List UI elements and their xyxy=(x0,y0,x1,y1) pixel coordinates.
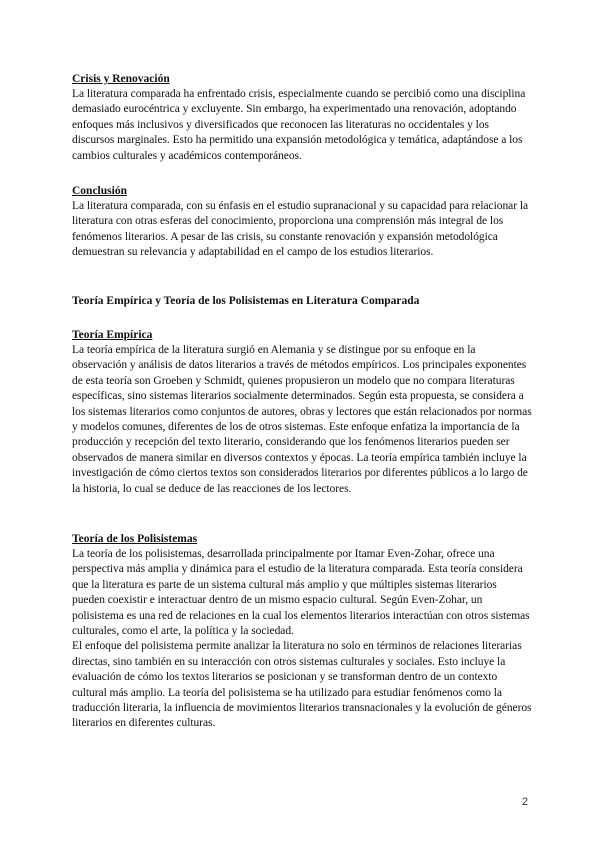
section-paragraph: La teoría de los polisistemas, desarrollada principalmente por Itamar Even-Zohar, ofrece una perspectiva más amplia y dinámica para el estudio de la literatura comparada. Esta teoría considera que la literatura es parte de un sistema cultural más amplio y que múltiples sistemas literarios pueden coexistir e interactuar dentro de un mismo espacio cultural. Según Even-Zohar, un polisistema es una red de relaciones en la cual los elementos literarios interactúan con otros sistemas culturales, como el arte, la política y la sociedad. xyxy=(72,548,530,638)
section-teoria-polisistemas xyxy=(72,532,532,732)
main-title: Teoría Empírica y Teoría de los Polisistemas en Literatura Comparada xyxy=(72,295,420,307)
section-heading: Crisis y Renovación xyxy=(72,73,170,85)
section-paragraph: La teoría empírica de la literatura surgió en Alemania y se distingue por su enfoque en la observación y análisis de datos literarios a través de métodos empíricos. Los principales exponentes de esta teoría son Groeben y Schmidt, quienes propusieron un modelo que no compara literaturas específicas, sino sistemas literarios socialmente determinados. Según esta propuesta, se considera a los sistemas literarios como conjuntos de autores, obras y lectores que están relacionados por normas y modelos comunes, diferentes de los de otros sistemas. Este enfoque enfatiza la importancia de la producción y recepción del texto literario, considerando que los fenómenos literarios pueden ser observados de manera similar en diversos contextos y épocas. La teoría empírica también incluye la investigación de cómo ciertos textos son considerados literarios por diferentes públicos a lo largo de la historia, lo cual se deduce de las reacciones de los lectores. xyxy=(72,344,532,495)
section-paragraph: La literatura comparada ha enfrentado crisis, especialmente cuando se percibió como una disciplina demasiado eurocéntrica y excluyente. Sin embargo, ha experimentado una renovación, adoptando enfoques más inclusivos y diversificados que reconocen las literaturas no occidentales y los discursos marginales. Esto ha permitido una expansión metodológica y temática, adaptándose a los cambios culturales y académicos contemporáneos. xyxy=(72,88,526,162)
section-heading: Conclusión xyxy=(72,185,127,197)
section-heading: Teoría Empírica xyxy=(72,329,153,341)
section-paragraph: El enfoque del polisistema permite analizar la literatura no solo en términos de relaciones literarias directas, sino también en su interacción con otros sistemas culturales y sociales. Esto incluye la evaluación de cómo los textos literarios se posicionan y se transforman dentro de un contexto cultural más amplio. La teoría del polisistema se ha utilizado para estudiar fenómenos como la traducción literaria, la influencia de movimientos literarios transnacionales y la evolución de géneros literarios en diferentes culturas. xyxy=(72,640,532,730)
section-paragraph: La literatura comparada, con su énfasis en el estudio supranacional y su capacidad para relacionar la literatura con otras esferas del conocimiento, proporciona una comprensión más integral de los fenómenos literarios. A pesar de las crisis, su constante renovación y expansión metodológica demuestran su relevancia y adaptabilidad en el campo de los estudios literarios. xyxy=(72,200,529,259)
section-conclusion xyxy=(72,184,532,261)
section-teoria-empirica xyxy=(72,328,532,497)
page-number: 2 xyxy=(521,796,528,808)
section-crisis xyxy=(72,72,532,164)
section-heading: Teoría de los Polisistemas xyxy=(72,533,198,545)
